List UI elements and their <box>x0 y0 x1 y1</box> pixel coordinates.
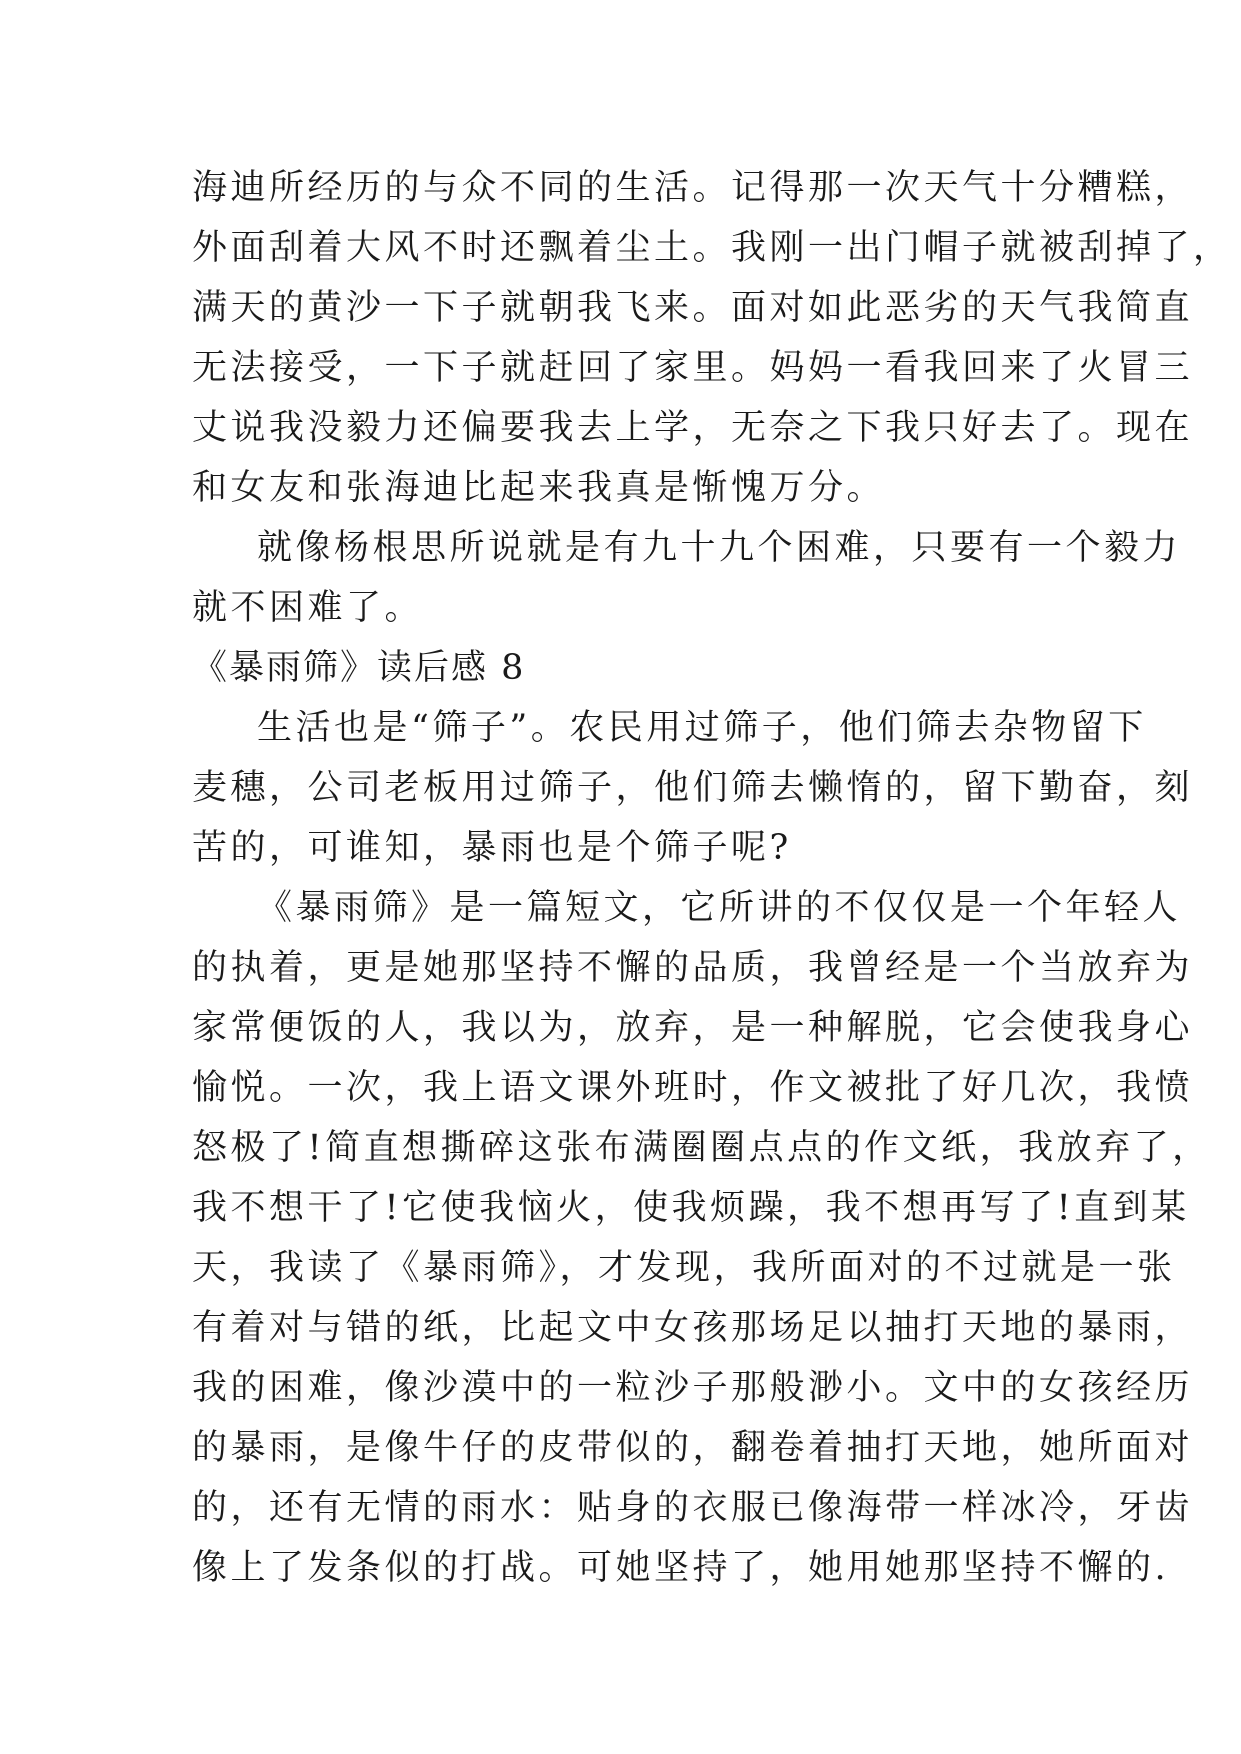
text-line: 《暴雨筛》是一篇短文，它所讲的不仅仅是一个年轻人 <box>257 888 1182 928</box>
text-line: 像上了发条似的打战。可她坚持了，她用她那坚持不懈的. <box>192 1548 1170 1588</box>
text-line: 和女友和张海迪比起来我真是惭愧万分。 <box>192 468 886 508</box>
text-line: 苦的，可谁知，暴雨也是个筛子呢? <box>192 828 792 868</box>
text-line: 怒极了!简直想撕碎这张布满圈圈点点的作文纸，我放弃了， <box>192 1128 1211 1168</box>
text-line: 无法接受，一下子就赶回了家里。妈妈一看我回来了火冒三 <box>192 348 1194 388</box>
text-line: 丈说我没毅力还偏要我去上学，无奈之下我只好去了。现在 <box>192 408 1194 448</box>
text-line: 天，我读了《暴雨筛》，才发现，我所面对的不过就是一张 <box>192 1248 1176 1288</box>
text-line: 有着对与错的纸，比起文中女孩那场足以抽打天地的暴雨， <box>192 1308 1194 1348</box>
text-line: 就不困难了。 <box>192 588 424 628</box>
text-line: 愉悦。一次，我上语文课外班时，作文被批了好几次，我愤 <box>192 1068 1194 1108</box>
document-body <box>192 158 1232 1598</box>
text-line: 家常便饭的人，我以为，放弃，是一种解脱，它会使我身心 <box>192 1008 1194 1048</box>
text-line: 外面刮着大风不时还飘着尘土。我刚一出门帽子就被刮掉了， <box>192 228 1232 268</box>
text-line: 我不想干了!它使我恼火，使我烦躁，我不想再写了!直到某 <box>192 1188 1190 1228</box>
section-heading: 《暴雨筛》读后感 8 <box>192 648 526 688</box>
text-line: 生活也是“筛子”。农民用过筛子，他们筛去杂物留下 <box>257 708 1147 748</box>
text-line: 的执着，更是她那坚持不懈的品质，我曾经是一个当放弃为 <box>192 948 1194 988</box>
text-line: 的暴雨，是像牛仔的皮带似的，翻卷着抽打天地，她所面对 <box>192 1428 1194 1468</box>
text-line: 我的困难，像沙漠中的一粒沙子那般渺小。文中的女孩经历 <box>192 1368 1194 1408</box>
text-line: 海迪所经历的与众不同的生活。记得那一次天气十分糟糕， <box>192 168 1194 208</box>
text-line: 满天的黄沙一下子就朝我飞来。面对如此恶劣的天气我简直 <box>192 288 1194 328</box>
text-line: 的，还有无情的雨水：贴身的衣服已像海带一样冰冷，牙齿 <box>192 1488 1194 1528</box>
text-line: 就像杨根思所说就是有九十九个困难，只要有一个毅力 <box>257 528 1182 568</box>
text-line: 麦穗，公司老板用过筛子，他们筛去懒惰的，留下勤奋，刻 <box>192 768 1194 808</box>
